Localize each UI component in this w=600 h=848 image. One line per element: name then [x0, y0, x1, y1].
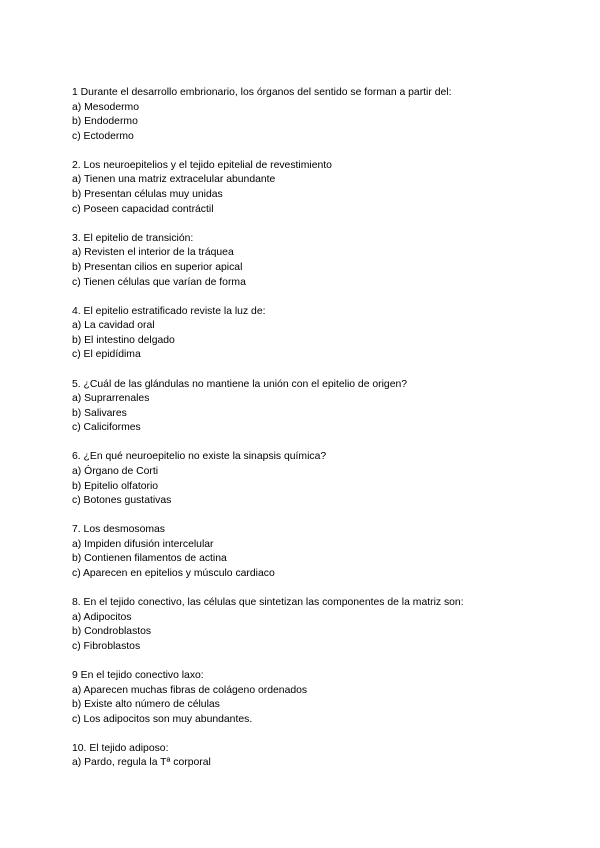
- question-stem: 6. ¿En qué neuroepitelio no existe la sinapsis química?: [72, 451, 327, 463]
- answer-option-b: b) Endodermo: [72, 116, 138, 128]
- question-stem: 5. ¿Cuál de las glándulas no mantiene la unión con el epitelio de origen?: [72, 378, 408, 390]
- answer-option-b: b) Presentan células muy unidas: [72, 189, 223, 201]
- question-5: [72, 378, 562, 436]
- answer-option-a: a) Mesodermo: [72, 101, 139, 113]
- answer-option-b: b) Condroblastos: [72, 626, 152, 638]
- answer-option-a: a) Tienen una matriz extracelular abundante: [72, 174, 276, 186]
- question-1: [72, 86, 562, 144]
- answer-option-a: a) Revisten el interior de la tráquea: [72, 247, 234, 259]
- question-stem: 1 Durante el desarrollo embrionario, los órganos del sentido se forman a partir del:: [72, 87, 452, 98]
- question-7: [72, 523, 562, 581]
- question-stem: 8. En el tejido conectivo, las células que sintetizan las componentes de la matriz son:: [72, 597, 464, 609]
- answer-option-a: a) Aparecen muchas fibras de colágeno ordenados: [72, 684, 308, 696]
- answer-option-a: a) Suprarrenales: [72, 393, 150, 405]
- question-stem: 4. El epitelio estratificado reviste la luz de:: [72, 305, 266, 317]
- question-stem: 2. Los neuroepitelios y el tejido epitelial de revestimiento: [72, 159, 332, 171]
- answer-option-c: c) Ectodermo: [72, 130, 134, 142]
- answer-option-b: b) Contienen filamentos de actina: [72, 553, 227, 565]
- answer-option-a: a) La cavidad oral: [72, 320, 155, 332]
- question-stem: 3. El epitelio de transición:: [72, 232, 194, 244]
- answer-option-a: a) Pardo, regula la Tª corporal: [72, 757, 211, 769]
- answer-option-a: a) Adipocitos: [72, 611, 132, 623]
- answer-option-c: c) Botones gustativas: [72, 495, 172, 507]
- quiz-content: [72, 86, 562, 786]
- question-stem: 9 En el tejido conectivo laxo:: [72, 670, 204, 681]
- answer-option-c: c) Aparecen en epitelios y músculo cardiaco: [72, 568, 275, 580]
- question-10: [72, 742, 562, 771]
- answer-option-c: c) Los adipocitos son muy abundantes.: [72, 713, 253, 725]
- answer-option-a: a) Órgano de Corti: [72, 465, 159, 477]
- question-stem: 10. El tejido adiposo:: [72, 742, 169, 754]
- answer-option-c: c) Tienen células que varían de forma: [72, 276, 246, 288]
- answer-option-c: c) Poseen capacidad contráctil: [72, 203, 214, 215]
- answer-option-c: c) Fibroblastos: [72, 640, 141, 652]
- question-9: [72, 669, 562, 727]
- question-6: [72, 450, 562, 508]
- question-8: [72, 596, 562, 654]
- question-stem: 7. Los desmosomas: [72, 524, 165, 536]
- answer-option-b: b) El intestino delgado: [72, 334, 175, 346]
- answer-option-c: c) Caliciformes: [72, 422, 141, 434]
- answer-option-c: c) El epidídima: [72, 349, 141, 361]
- answer-option-b: b) Presentan cilios en superior apical: [72, 261, 243, 273]
- question-4: [72, 305, 562, 363]
- answer-option-a: a) Impiden difusión intercelular: [72, 538, 214, 550]
- answer-option-b: b) Existe alto número de células: [72, 699, 220, 711]
- answer-option-b: b) Salivares: [72, 407, 127, 419]
- question-2: [72, 159, 562, 217]
- question-3: [72, 232, 562, 290]
- answer-option-b: b) Epitelio olfatorio: [72, 480, 159, 492]
